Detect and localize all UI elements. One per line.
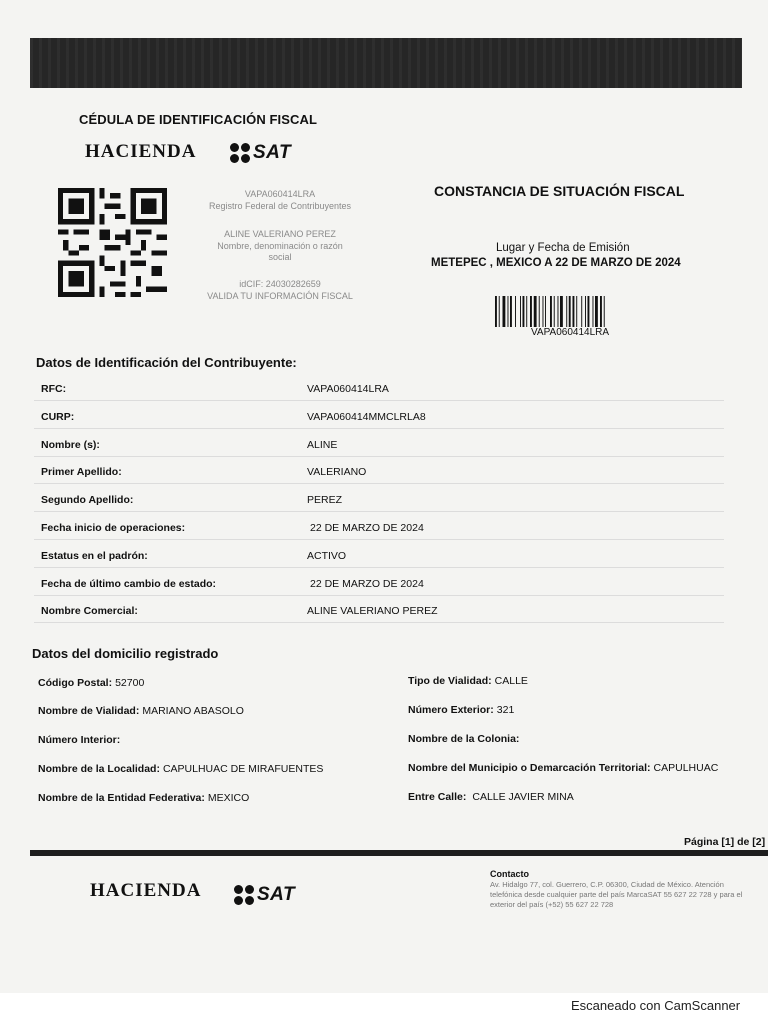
field-label: Nombre (s): [41,438,100,451]
field-value: PEREZ [307,494,343,507]
id-name: ALINE VALERIANO PEREZ [224,229,336,239]
row-separator [34,511,724,512]
barcode-bar [539,296,540,327]
scanner-watermark: Escaneado con CamScanner [571,998,741,1013]
address-label: Tipo de Vialidad: [408,675,492,687]
field-value: VAPA060414MMCLRLA8 [307,410,426,423]
address-label: Número Exterior: [408,704,494,716]
footer-hacienda-logo: HACIENDA [90,880,202,901]
field-value: 22 DE MARZO DE 2024 [310,577,424,590]
field-label: RFC: [41,383,67,395]
id-name-label: Nombre, denominación o razón social [217,241,343,262]
row-separator [34,428,724,429]
barcode-bar [503,296,506,327]
contacto-body: Av. Hidalgo 77, col. Guerrero, C.P. 06300, Ciudad de México. Atención telefónica desde cualquier parte del país MarcaSAT 55 627 22 728 y para el exterior del país (+52) 55 627 22 728 [490,880,743,909]
address-field [408,733,522,745]
address-value: 52700 [115,677,145,689]
barcode-bar [560,296,563,327]
domicilio-title: Datos del domicilio registrado [32,646,219,661]
field-label: Fecha inicio de operaciones: [41,522,186,534]
row-separator [34,622,724,623]
address-value: MEXICO [207,792,250,804]
barcode-bar [569,296,571,327]
barcode-bar [545,296,546,327]
barcode-bar [534,296,537,327]
address-value: CALLE JAVIER MINA [472,791,574,803]
barcode-bar [543,296,544,327]
barcode-bar [588,296,590,327]
page-indicator: Página [1] de [2] [684,836,766,848]
contribuyente-title: Datos de Identificación del Contribuyente: [36,355,297,370]
address-label: Nombre de la Colonia: [408,733,520,745]
address-label: Nombre de Vialidad: [38,705,140,717]
id-valida: VALIDA TU INFORMACIÓN FISCAL [207,291,353,301]
barcode-bar [566,296,567,327]
header-banner [30,38,742,88]
barcode-bar [510,296,512,327]
id-idcif: idCIF: 24030282659 [239,279,321,289]
sat-logo-text: SAT [253,142,292,163]
footer-sat-logo [234,884,295,906]
barcode-bar [508,296,509,327]
field-value: ALINE VALERIANO PEREZ [307,605,438,618]
address-label: Entre Calle: [408,791,467,803]
sat-logo [230,142,291,164]
address-value: 321 [496,704,515,716]
row-separator [34,567,724,568]
barcode-bar [520,296,521,327]
field-value: VAPA060414LRA [307,383,389,395]
id-rfc-label: Registro Federal de Contribuyentes [208,201,352,211]
field-label: Fecha de último cambio de estado: [41,577,217,590]
footer-rule [30,850,768,856]
address-value: CAPULHUAC DE MIRAFUENTES [162,763,324,775]
address-field [38,763,323,775]
address-value: CALLE [494,675,528,687]
field-label: Nombre Comercial: [41,605,138,618]
lugar-value: METEPEC , MEXICO A 22 DE MARZO DE 2024 [431,257,681,269]
cedula-title: CÉDULA DE IDENTIFICACIÓN FISCAL [79,112,318,127]
hacienda-logo: HACIENDA [85,141,197,162]
barcode-bar [526,296,527,327]
barcode-bar [523,296,525,327]
address-field [38,734,123,746]
address-label: Código Postal: [38,677,113,689]
qr-code [57,188,168,297]
field-value: ALINE [307,438,338,451]
document-title: CONSTANCIA DE SITUACIÓN FISCAL [434,183,685,199]
barcode-bar [530,296,532,327]
footer-sat-logo-text: SAT [257,884,296,905]
lugar-label: Lugar y Fecha de Emisión [496,242,630,254]
row-separator [34,539,724,540]
row-separator [34,456,724,457]
field-label: Primer Apellido: [41,466,122,479]
address-value: MARIANO ABASOLO [142,705,244,717]
barcode-bar [595,296,598,327]
address-value: CAPULHUAC [653,762,719,774]
address-label: Nombre del Municipio o Demarcación Territorial: [408,762,651,774]
field-value: VALERIANO [307,466,367,479]
address-field [38,677,144,689]
barcode-bar [554,296,555,327]
field-label: Segundo Apellido: [41,494,134,507]
contacto-title: Contacto [490,869,529,879]
row-separator [34,595,724,596]
address-label: Nombre de la Entidad Federativa: [38,792,205,804]
barcode-bar [558,296,559,327]
address-field [408,704,514,716]
barcode-bar [581,296,582,327]
field-label: CURP: [41,410,75,423]
field-value: 22 DE MARZO DE 2024 [310,522,424,534]
address-field [38,705,244,717]
id-rfc: VAPA060414LRA [244,189,316,199]
barcode [495,296,645,327]
address-field [408,791,574,803]
address-field [38,792,249,804]
barcode-text: VAPA060414LRA [531,327,610,338]
address-label: Nombre de la Localidad: [38,763,160,775]
row-separator [34,483,724,484]
barcode-bar [550,296,552,327]
barcode-bar [495,296,497,327]
barcode-bar [600,296,602,327]
address-label: Número Interior: [38,734,121,746]
barcode-bar [604,296,605,327]
row-separator [34,400,724,401]
address-field [408,675,528,687]
address-field [408,762,718,774]
barcode-bar [585,296,586,327]
field-label: Estatus en el padrón: [41,549,148,562]
barcode-bar [515,296,516,327]
barcode-bar [499,296,500,327]
barcode-bar [573,296,575,327]
field-value: ACTIVO [307,549,347,562]
barcode-bar [576,296,577,327]
barcode-bar [593,296,594,327]
